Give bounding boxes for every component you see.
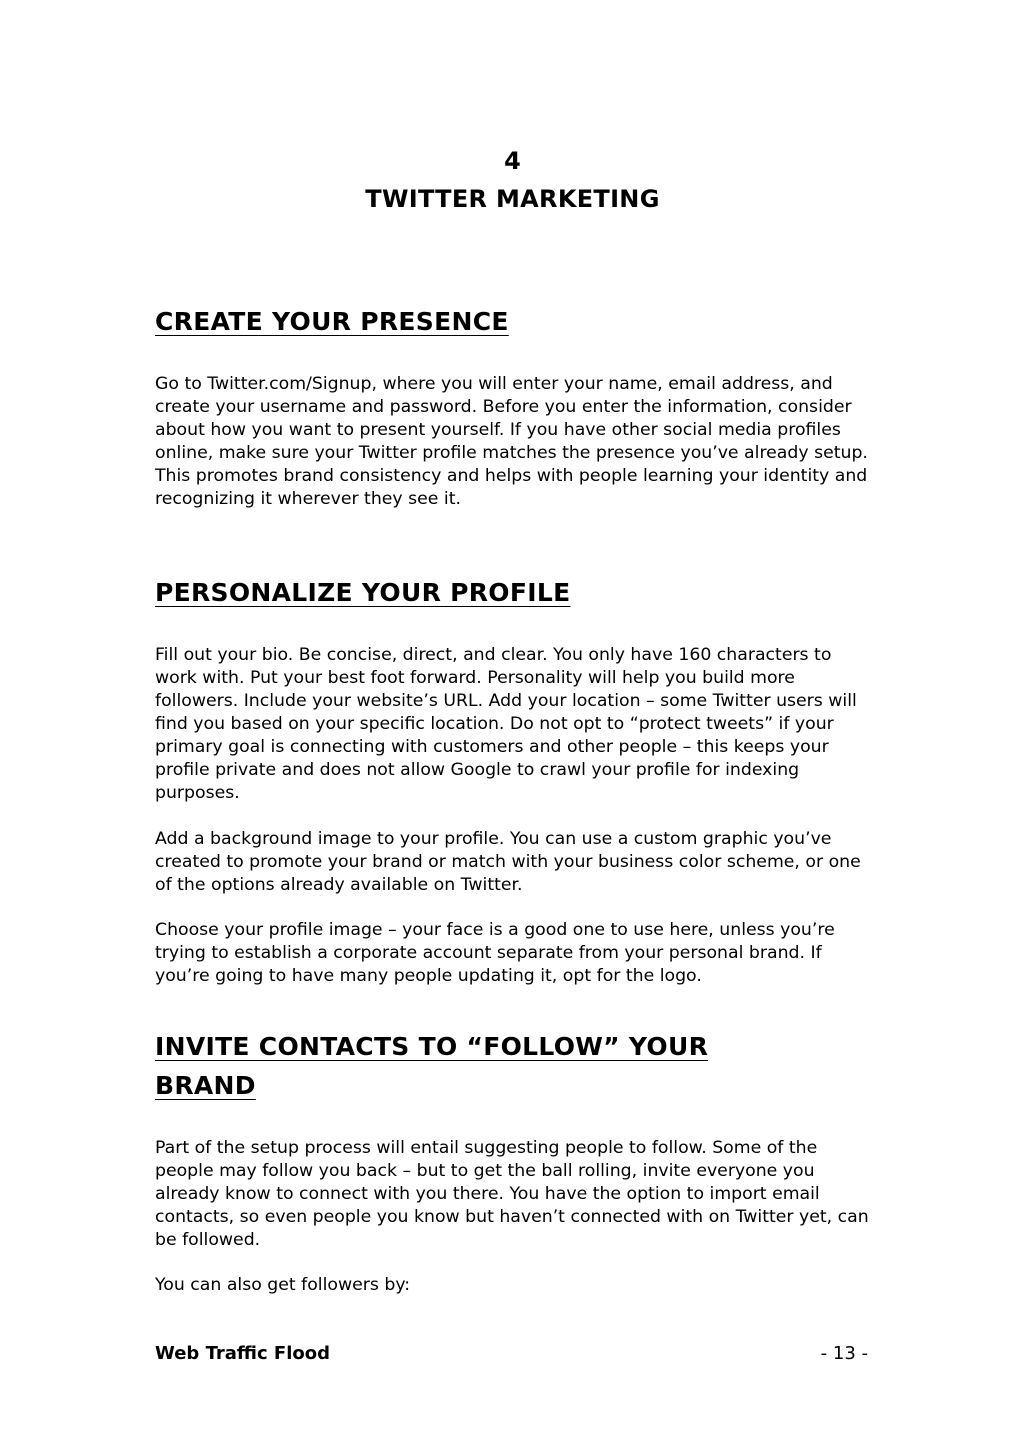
section-heading-create-presence bbox=[155, 302, 870, 341]
chapter-title: TWITTER MARKETING bbox=[365, 185, 660, 213]
paragraph-bio: Fill out your bio. Be concise, direct, and clear. You only have 160 characters to work with. Put your best foot forward. Personality will help you build more followers. Include your website’s URL. Add your location – some Twitter users will find you based on your specific location. Do not opt to “protect tweets” if your primary goal is connecting with customers and other people – this keeps your profile private and does not allow Google to crawl your profile for indexing purposes. bbox=[155, 645, 857, 803]
paragraph-followers-intro: You can also get followers by: bbox=[155, 1275, 411, 1295]
section-heading-text: CREATE YOUR PRESENCE bbox=[155, 307, 509, 336]
section-heading-text-line2: BRAND bbox=[155, 1071, 256, 1100]
section-heading-invite-contacts bbox=[155, 1027, 870, 1105]
section-heading-personalize-profile bbox=[155, 573, 870, 612]
section-heading-text: PERSONALIZE YOUR PROFILE bbox=[155, 578, 571, 607]
paragraph-background-image: Add a background image to your profile. You can use a custom graphic you’ve created to promote your brand or match with your business color scheme, or one of the options already available on Twitter. bbox=[155, 829, 861, 895]
paragraph-invite-contacts: Part of the setup process will entail suggesting people to follow. Some of the people may follow you back – but to get the ball rolling, invite everyone you already know to connect with you there. You have the option to import email contacts, so even people you know but haven’t connected with on Twitter yet, can be followed. bbox=[155, 1138, 869, 1250]
paragraph-create-presence: Go to Twitter.com/Signup, where you will enter your name, email address, and create your username and password. Before you enter the information, consider about how you want to present yourself. If you have other social media profiles online, make sure your Twitter profile matches the presence you’ve already setup. This promotes brand consistency and helps with people learning your identity and recognizing it wherever they see it. bbox=[155, 374, 868, 509]
chapter-number: 4 bbox=[504, 147, 521, 175]
footer-page-number: - 13 - bbox=[820, 1343, 868, 1364]
paragraph-profile-image: Choose your profile image – your face is a good one to use here, unless you’re trying to establish a corporate account separate from your personal brand. If you’re going to have many people updating it, opt for the logo. bbox=[155, 920, 835, 986]
footer-book-title: Web Traffic Flood bbox=[155, 1343, 330, 1364]
document-page bbox=[155, 0, 870, 1448]
section-heading-text-line1: INVITE CONTACTS TO “FOLLOW” YOUR bbox=[155, 1032, 709, 1061]
